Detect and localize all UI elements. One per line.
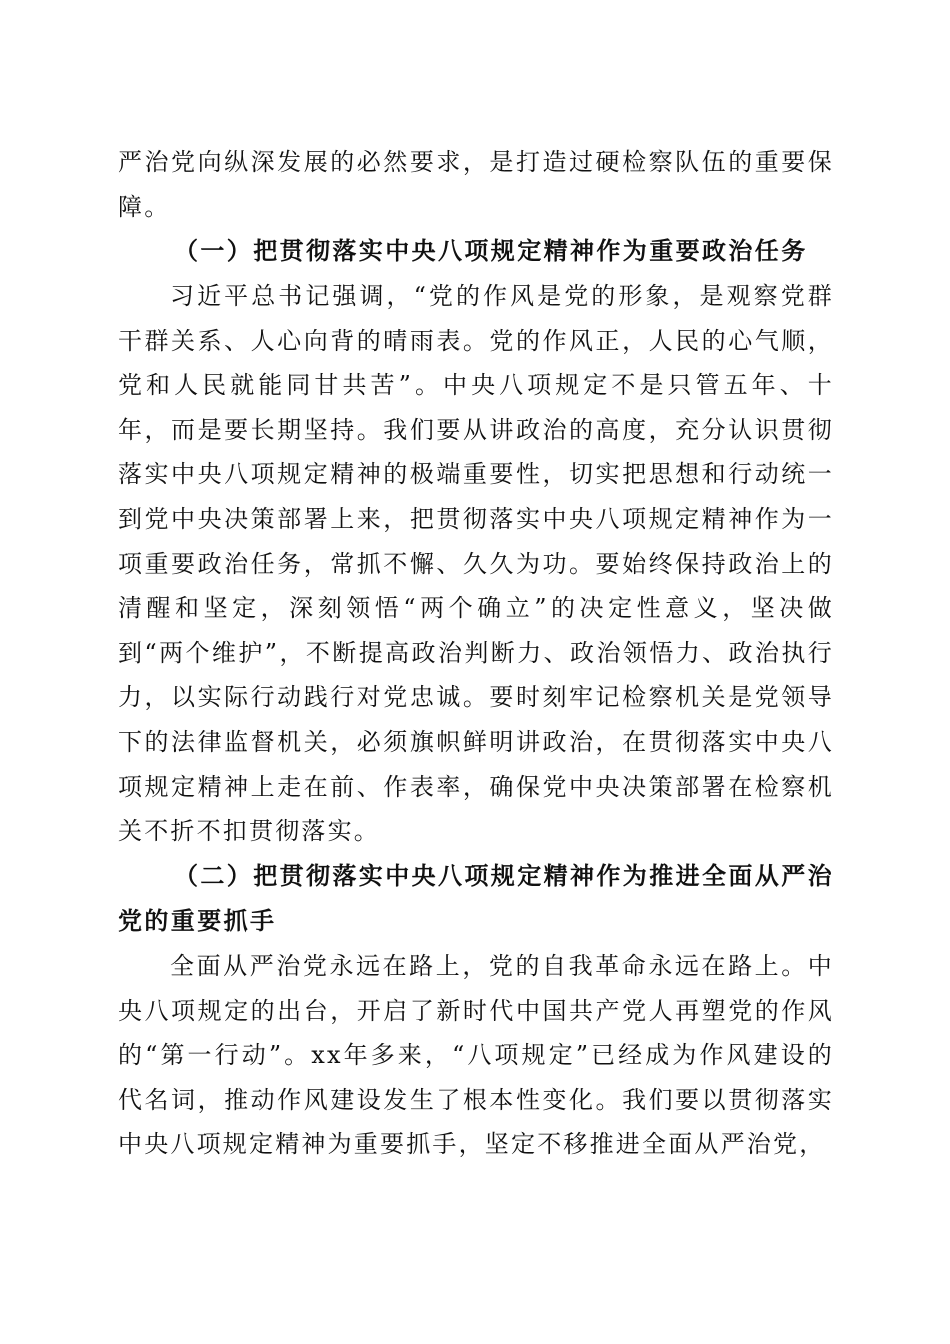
section-2-paragraph: 全面从严治党永远在路上，党的自我革命永远在路上。中央八项规定的出台，开启了新时代中国共产党人再塑党的作风的“第一行动”。xx年多来，“八项规定”已经成为作风建设的代名词，推动作风建设发生了根本性变化。我们要以贯彻落实中央八项规定精神为重要抓手，坚定不移推进全面从严治党， — [118, 952, 834, 1159]
intro-paragraph: 严治党向纵深发展的必然要求，是打造过硬检察队伍的重要保障。 — [118, 148, 834, 221]
section-1-paragraph: 习近平总书记强调，“党的作风是党的形象，是观察党群干群关系、人心向背的晴雨表。党的作风正，人民的心气顺，党和人民就能同甘共苦”。中央八项规定不是只管五年、十年，而是要长期坚持。我们要从讲政治的高度，充分认识贯彻落实中央八项规定精神的极端重要性，切实把思想和行动统一到党中央决策部署上来，把贯彻落实中央八项规定精神作为一项重要政治任务，常抓不懈、久久为功。要始终保持政治上的清醒和坚定，深刻领悟“两个确立”的决定性意义，坚决做到“两个维护”，不断提高政治判断力、政治领悟力、政治执行力，以实际行动践行对党忠诚。要时刻牢记检察机关是党领导下的法律监督机关，必须旗帜鲜明讲政治，在贯彻落实中央八项规定精神上走在前、作表率，确保党中央决策部署在检察机关不折不扣贯彻落实。 — [118, 282, 834, 846]
section-1-heading: （一）把贯彻落实中央八项规定精神作为重要政治任务 — [174, 236, 808, 265]
section-2-heading: （二）把贯彻落实中央八项规定精神作为推进全面从严治党的重要抓手 — [118, 861, 834, 935]
